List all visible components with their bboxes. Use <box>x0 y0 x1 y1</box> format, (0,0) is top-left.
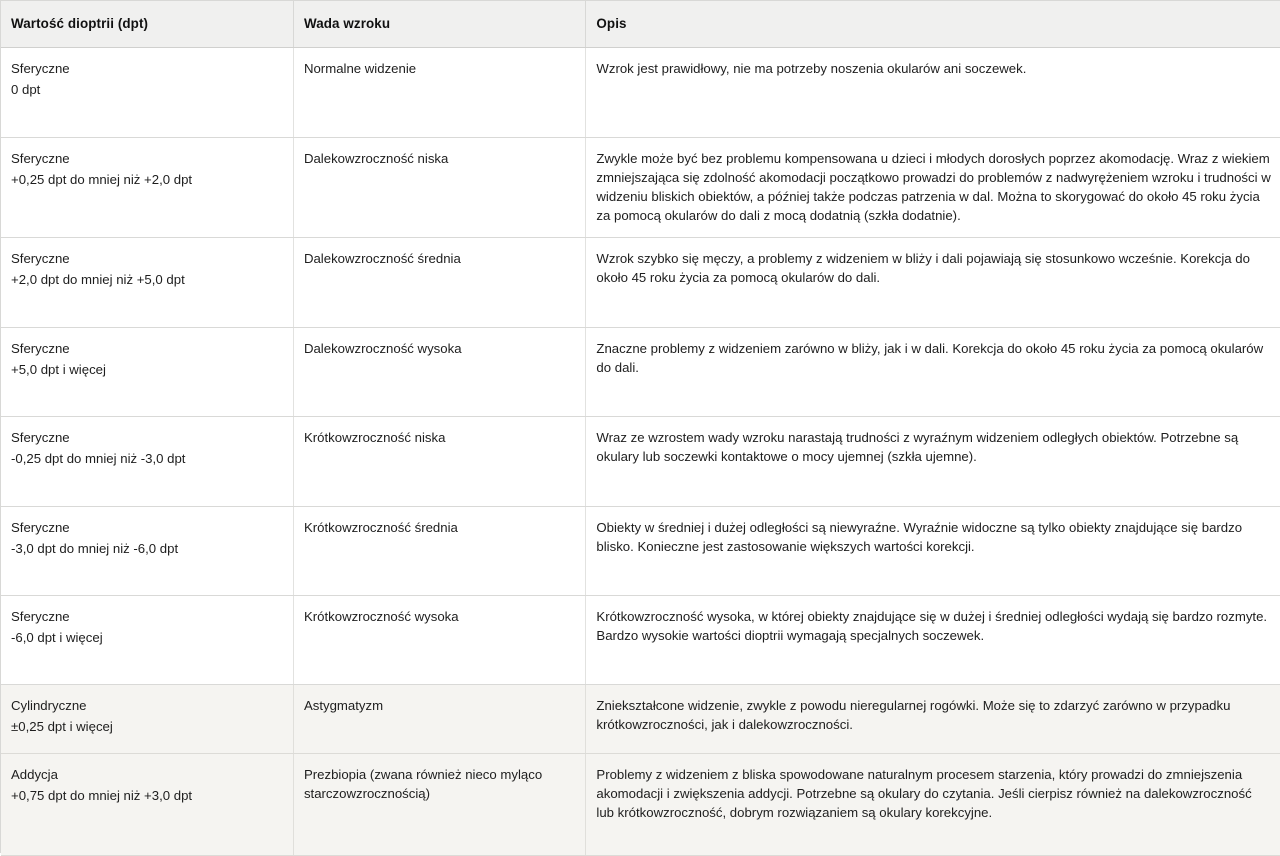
table-row <box>1 416 1280 506</box>
cell-description <box>586 237 1280 327</box>
table-row <box>1 753 1280 855</box>
cell-description <box>586 47 1280 137</box>
dioptry-range-label: +2,0 dpt do mniej niż +5,0 dpt <box>11 271 185 287</box>
table-row <box>1 137 1280 237</box>
table-row <box>1 506 1280 595</box>
cell-vision-defect: Krótkowzroczność średnia <box>293 506 585 595</box>
cell-dioptry-value <box>1 137 293 237</box>
dioptry-range-label: +0,25 dpt do mniej niż +2,0 dpt <box>11 171 193 187</box>
dioptry-range-label: 0 dpt <box>11 81 41 97</box>
dioptry-range-label: ±0,25 dpt i więcej <box>11 718 113 734</box>
cell-vision-defect: Astygmatyzm <box>293 684 585 753</box>
cell-dioptry-value <box>1 327 293 416</box>
cell-dioptry-value <box>1 506 293 595</box>
description-text: Wraz ze wzrostem wady wzroku narastają trudności z wyraźnym widzeniem odległych obiektów. Potrzebne są okulary lub soczewki kontaktowe o mocy ujemnej (szkła ujemne). <box>596 429 1239 464</box>
cell-vision-defect: Normalne widzenie <box>293 47 585 137</box>
dioptry-type-label: Sferyczne <box>11 250 70 266</box>
description-text: Zniekształcone widzenie, zwykle z powodu nieregularnej rogówki. Może się to zdarzyć zarówno w przypadku krótkowzroczności, jak i dalekowzroczności. <box>596 697 1231 732</box>
cell-description <box>586 327 1280 416</box>
description-text: Wzrok szybko się męczy, a problemy z widzeniem w bliży i dali pojawiają się stosunkowo wcześnie. Korekcja do około 45 roku życia za pomocą okularów do dali. <box>596 250 1250 285</box>
cell-vision-defect: Prezbiopia (zwana również nieco myląco starczowzrocznością) <box>293 753 585 855</box>
cell-vision-defect: Dalekowzroczność średnia <box>293 237 585 327</box>
table-row <box>1 47 1280 137</box>
cell-description <box>586 506 1280 595</box>
cell-description <box>586 753 1280 855</box>
dioptry-range-label: -0,25 dpt do mniej niż -3,0 dpt <box>11 450 186 466</box>
cell-vision-defect: Dalekowzroczność wysoka <box>293 327 585 416</box>
dioptry-type-label: Addycja <box>11 766 58 782</box>
dioptry-range-label: -3,0 dpt do mniej niż -6,0 dpt <box>11 540 179 556</box>
dioptry-type-label: Sferyczne <box>11 608 70 624</box>
table-row <box>1 595 1280 684</box>
dioptry-type-label: Sferyczne <box>11 340 70 356</box>
description-text: Problemy z widzeniem z bliska spowodowane naturalnym procesem starzenia, który prowadzi do zmniejszenia akomodacji i zwiększenia addycji. Potrzebne są okulary do czytania. Jeśli cierpisz również na dalekowzroczność lub krótkowzroczność, dobrym rozwiązaniem są okulary korekcyjne. <box>596 766 1252 821</box>
table-row <box>1 684 1280 753</box>
cell-dioptry-value <box>1 47 293 137</box>
table-header-row <box>1 1 1280 47</box>
description-text: Wzrok jest prawidłowy, nie ma potrzeby noszenia okularów ani soczewek. <box>596 60 1027 76</box>
description-text: Krótkowzroczność wysoka, w której obiekty znajdujące się w dużej i średniej odległości wydają się bardzo rozmyte. Bardzo wysokie wartości dioptrii wymagają specjalnych soczewek. <box>596 608 1268 643</box>
cell-vision-defect: Dalekowzroczność niska <box>293 137 585 237</box>
dioptry-type-label: Sferyczne <box>11 150 70 166</box>
dioptry-type-label: Sferyczne <box>11 519 70 535</box>
dioptry-range-label: -6,0 dpt i więcej <box>11 629 103 645</box>
dioptry-type-label: Sferyczne <box>11 60 70 76</box>
cell-dioptry-value <box>1 684 293 753</box>
cell-dioptry-value <box>1 416 293 506</box>
cell-dioptry-value <box>1 753 293 855</box>
table-row <box>1 237 1280 327</box>
description-text: Obiekty w średniej i dużej odległości są niewyraźne. Wyraźnie widoczne są tylko obiekty znajdujące się bardzo blisko. Konieczne jest zastosowanie większych wartości korekcji. <box>596 519 1243 554</box>
dioptry-type-label: Sferyczne <box>11 429 70 445</box>
description-text: Znaczne problemy z widzeniem zarówno w bliży, jak i w dali. Korekcja do około 45 roku życia za pomocą okularów do dali. <box>596 340 1264 375</box>
cell-vision-defect: Krótkowzroczność niska <box>293 416 585 506</box>
cell-vision-defect: Krótkowzroczność wysoka <box>293 595 585 684</box>
description-text: Zwykle może być bez problemu kompensowana u dzieci i młodych dorosłych poprzez akomodację. Wraz z wiekiem zmniejszająca się zdolność akomodacji początkowo prowadzi do problemów z nadwyrężeniem wzroku i trudności w widzeniu bliskich obiektów, a później także podczas patrzenia w dal. Można to skorygować do około 45 roku życia za pomocą okularów do dali z mocą dodatnią (szkła dodatnie). <box>596 150 1271 224</box>
dioptry-range-label: +0,75 dpt do mniej niż +3,0 dpt <box>11 787 193 803</box>
dioptry-values-table <box>1 1 1280 856</box>
table-row <box>1 327 1280 416</box>
dioptry-type-label: Cylindryczne <box>11 697 87 713</box>
column-header-description: Opis <box>586 1 1280 47</box>
cell-description <box>586 595 1280 684</box>
cell-description <box>586 416 1280 506</box>
cell-description <box>586 137 1280 237</box>
cell-dioptry-value <box>1 237 293 327</box>
dioptry-range-label: +5,0 dpt i więcej <box>11 361 106 377</box>
cell-description <box>586 684 1280 753</box>
column-header-vision-defect: Wada wzroku <box>293 1 585 47</box>
cell-dioptry-value <box>1 595 293 684</box>
table-header <box>1 1 1280 47</box>
column-header-dioptry-value: Wartość dioptrii (dpt) <box>1 1 293 47</box>
table-body <box>1 47 1280 855</box>
